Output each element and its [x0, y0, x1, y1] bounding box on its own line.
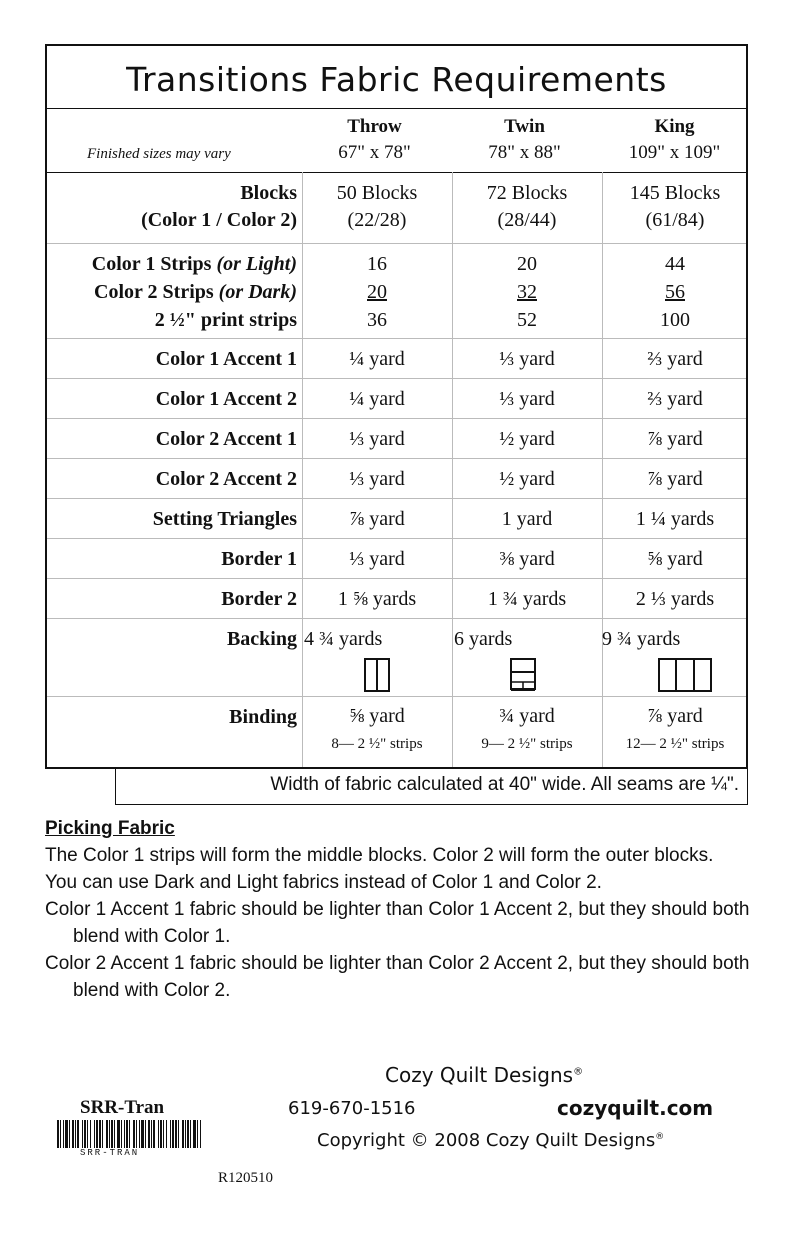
- table-row-border1: [47, 539, 746, 579]
- table-row-strips: [47, 244, 746, 339]
- table-row-backing: [47, 619, 746, 697]
- table-cell: 1 ⅝ yards: [337, 588, 417, 610]
- table-row-color1-accent2: [47, 379, 746, 419]
- table-cell: ½ yard: [499, 428, 555, 450]
- table-cell: ½ yard: [499, 468, 555, 490]
- row-label: Setting Triangles: [152, 508, 297, 530]
- header-twin: Twin 78" x 88": [488, 116, 561, 163]
- table-row-border2: [47, 579, 746, 619]
- row-label: Color 1 Strips (or Light) Color 2 Strips (or Dark) 2 ½" print strips: [91, 253, 297, 331]
- fabric-requirements-table: [45, 44, 748, 769]
- table-cell: 72 Blocks (28/44): [486, 182, 568, 231]
- table-row-color1-accent1: [47, 339, 746, 379]
- table-cell: 20 32 52: [517, 253, 537, 331]
- table-cell: ⅞ yard 12— 2 ½" strips: [625, 705, 725, 752]
- phone-number: 619-670-1516: [288, 1098, 416, 1119]
- revision-code: R120510: [218, 1170, 274, 1186]
- finished-sizes-note: Finished sizes may vary: [87, 146, 231, 162]
- three-vertical-panels-icon: [658, 658, 712, 692]
- row-label: Border 2: [221, 588, 297, 610]
- table-cell: 44 56 100: [660, 253, 690, 331]
- table-cell: 1 ¾ yards: [487, 588, 567, 610]
- table-cell: ⅜ yard: [499, 548, 555, 570]
- two-vertical-panels-icon: [364, 658, 390, 692]
- horizontal-split-panel-icon: [510, 658, 536, 692]
- table-cell: ¼ yard: [349, 388, 405, 410]
- table-cell: 1 yard: [501, 508, 553, 530]
- table-cell: ⅞ yard: [349, 508, 405, 530]
- table-row-color2-accent2: [47, 459, 746, 499]
- row-label: Backing: [226, 628, 297, 650]
- table-cell: ¼ yard: [349, 348, 405, 370]
- table-row-color2-accent1: [47, 419, 746, 459]
- table-cell: ⅓ yard: [499, 348, 555, 370]
- copyright: Copyright © 2008 Cozy Quilt Designs®: [317, 1130, 665, 1151]
- header-king: King 109" x 109": [628, 116, 721, 163]
- table-cell: ⅔ yard: [647, 348, 703, 370]
- table-cell: ¾ yard 9— 2 ½" strips: [481, 705, 573, 752]
- paragraph: Color 1 Accent 1 fabric should be lighter than Color 1 Accent 2, but they should both blend with Color 1.: [45, 899, 750, 947]
- row-label: Color 1 Accent 2: [155, 388, 297, 410]
- row-label: Color 1 Accent 1: [155, 348, 297, 370]
- paragraph: The Color 1 strips will form the middle blocks. Color 2 will form the outer blocks.: [45, 845, 714, 866]
- table-row-blocks: [47, 172, 746, 244]
- table-cell: ⅝ yard: [647, 548, 703, 570]
- table-cell: ⅓ yard: [349, 428, 405, 450]
- row-label: Color 2 Accent 1: [155, 428, 297, 450]
- divider: [47, 108, 746, 109]
- paragraph: Color 2 Accent 1 fabric should be lighter than Color 2 Accent 2, but they should both blend with Color 2.: [45, 953, 750, 1001]
- table-title: Transitions Fabric Requirements: [126, 60, 667, 99]
- table-cell: 9 ¾ yards: [602, 624, 748, 701]
- table-cell: 6 yards: [454, 624, 600, 701]
- header-throw: Throw 67" x 78": [338, 116, 411, 163]
- table-cell: ⅔ yard: [647, 388, 703, 410]
- row-label: Blocks (Color 1 / Color 2): [141, 182, 297, 231]
- table-cell: 1 ¼ yards: [635, 508, 715, 530]
- row-label: Binding: [229, 706, 297, 728]
- barcode-text: SRR-TRAN: [80, 1148, 140, 1158]
- section-heading: Picking Fabric: [45, 818, 175, 839]
- table-row-binding: [47, 697, 746, 769]
- barcode: [57, 1120, 201, 1148]
- table-cell: 4 ¾ yards: [304, 624, 450, 701]
- fabric-width-note: Width of fabric calculated at 40" wide. All seams are ¼".: [115, 767, 748, 805]
- table-row-setting-triangles: [47, 499, 746, 539]
- table-cell: 2 ⅓ yards: [635, 588, 715, 610]
- table-cell: ⅓ yard: [499, 388, 555, 410]
- table-cell: ⅝ yard 8— 2 ½" strips: [331, 705, 423, 752]
- table-cell: 145 Blocks (61/84): [629, 182, 721, 231]
- row-label: Color 2 Accent 2: [155, 468, 297, 490]
- table-cell: ⅞ yard: [647, 468, 703, 490]
- table-cell: ⅓ yard: [349, 548, 405, 570]
- paragraph: You can use Dark and Light fabrics instead of Color 1 and Color 2.: [45, 872, 602, 893]
- picking-fabric-section: [45, 815, 765, 1004]
- company-name: Cozy Quilt Designs®: [385, 1063, 584, 1087]
- table-cell: 16 20 36: [367, 253, 387, 331]
- sku-code: SRR-Tran: [80, 1097, 165, 1118]
- table-cell: ⅞ yard: [647, 428, 703, 450]
- row-label: Border 1: [221, 548, 297, 570]
- website: cozyquilt.com: [557, 1096, 714, 1120]
- table-cell: 50 Blocks (22/28): [336, 182, 418, 231]
- table-cell: ⅓ yard: [349, 468, 405, 490]
